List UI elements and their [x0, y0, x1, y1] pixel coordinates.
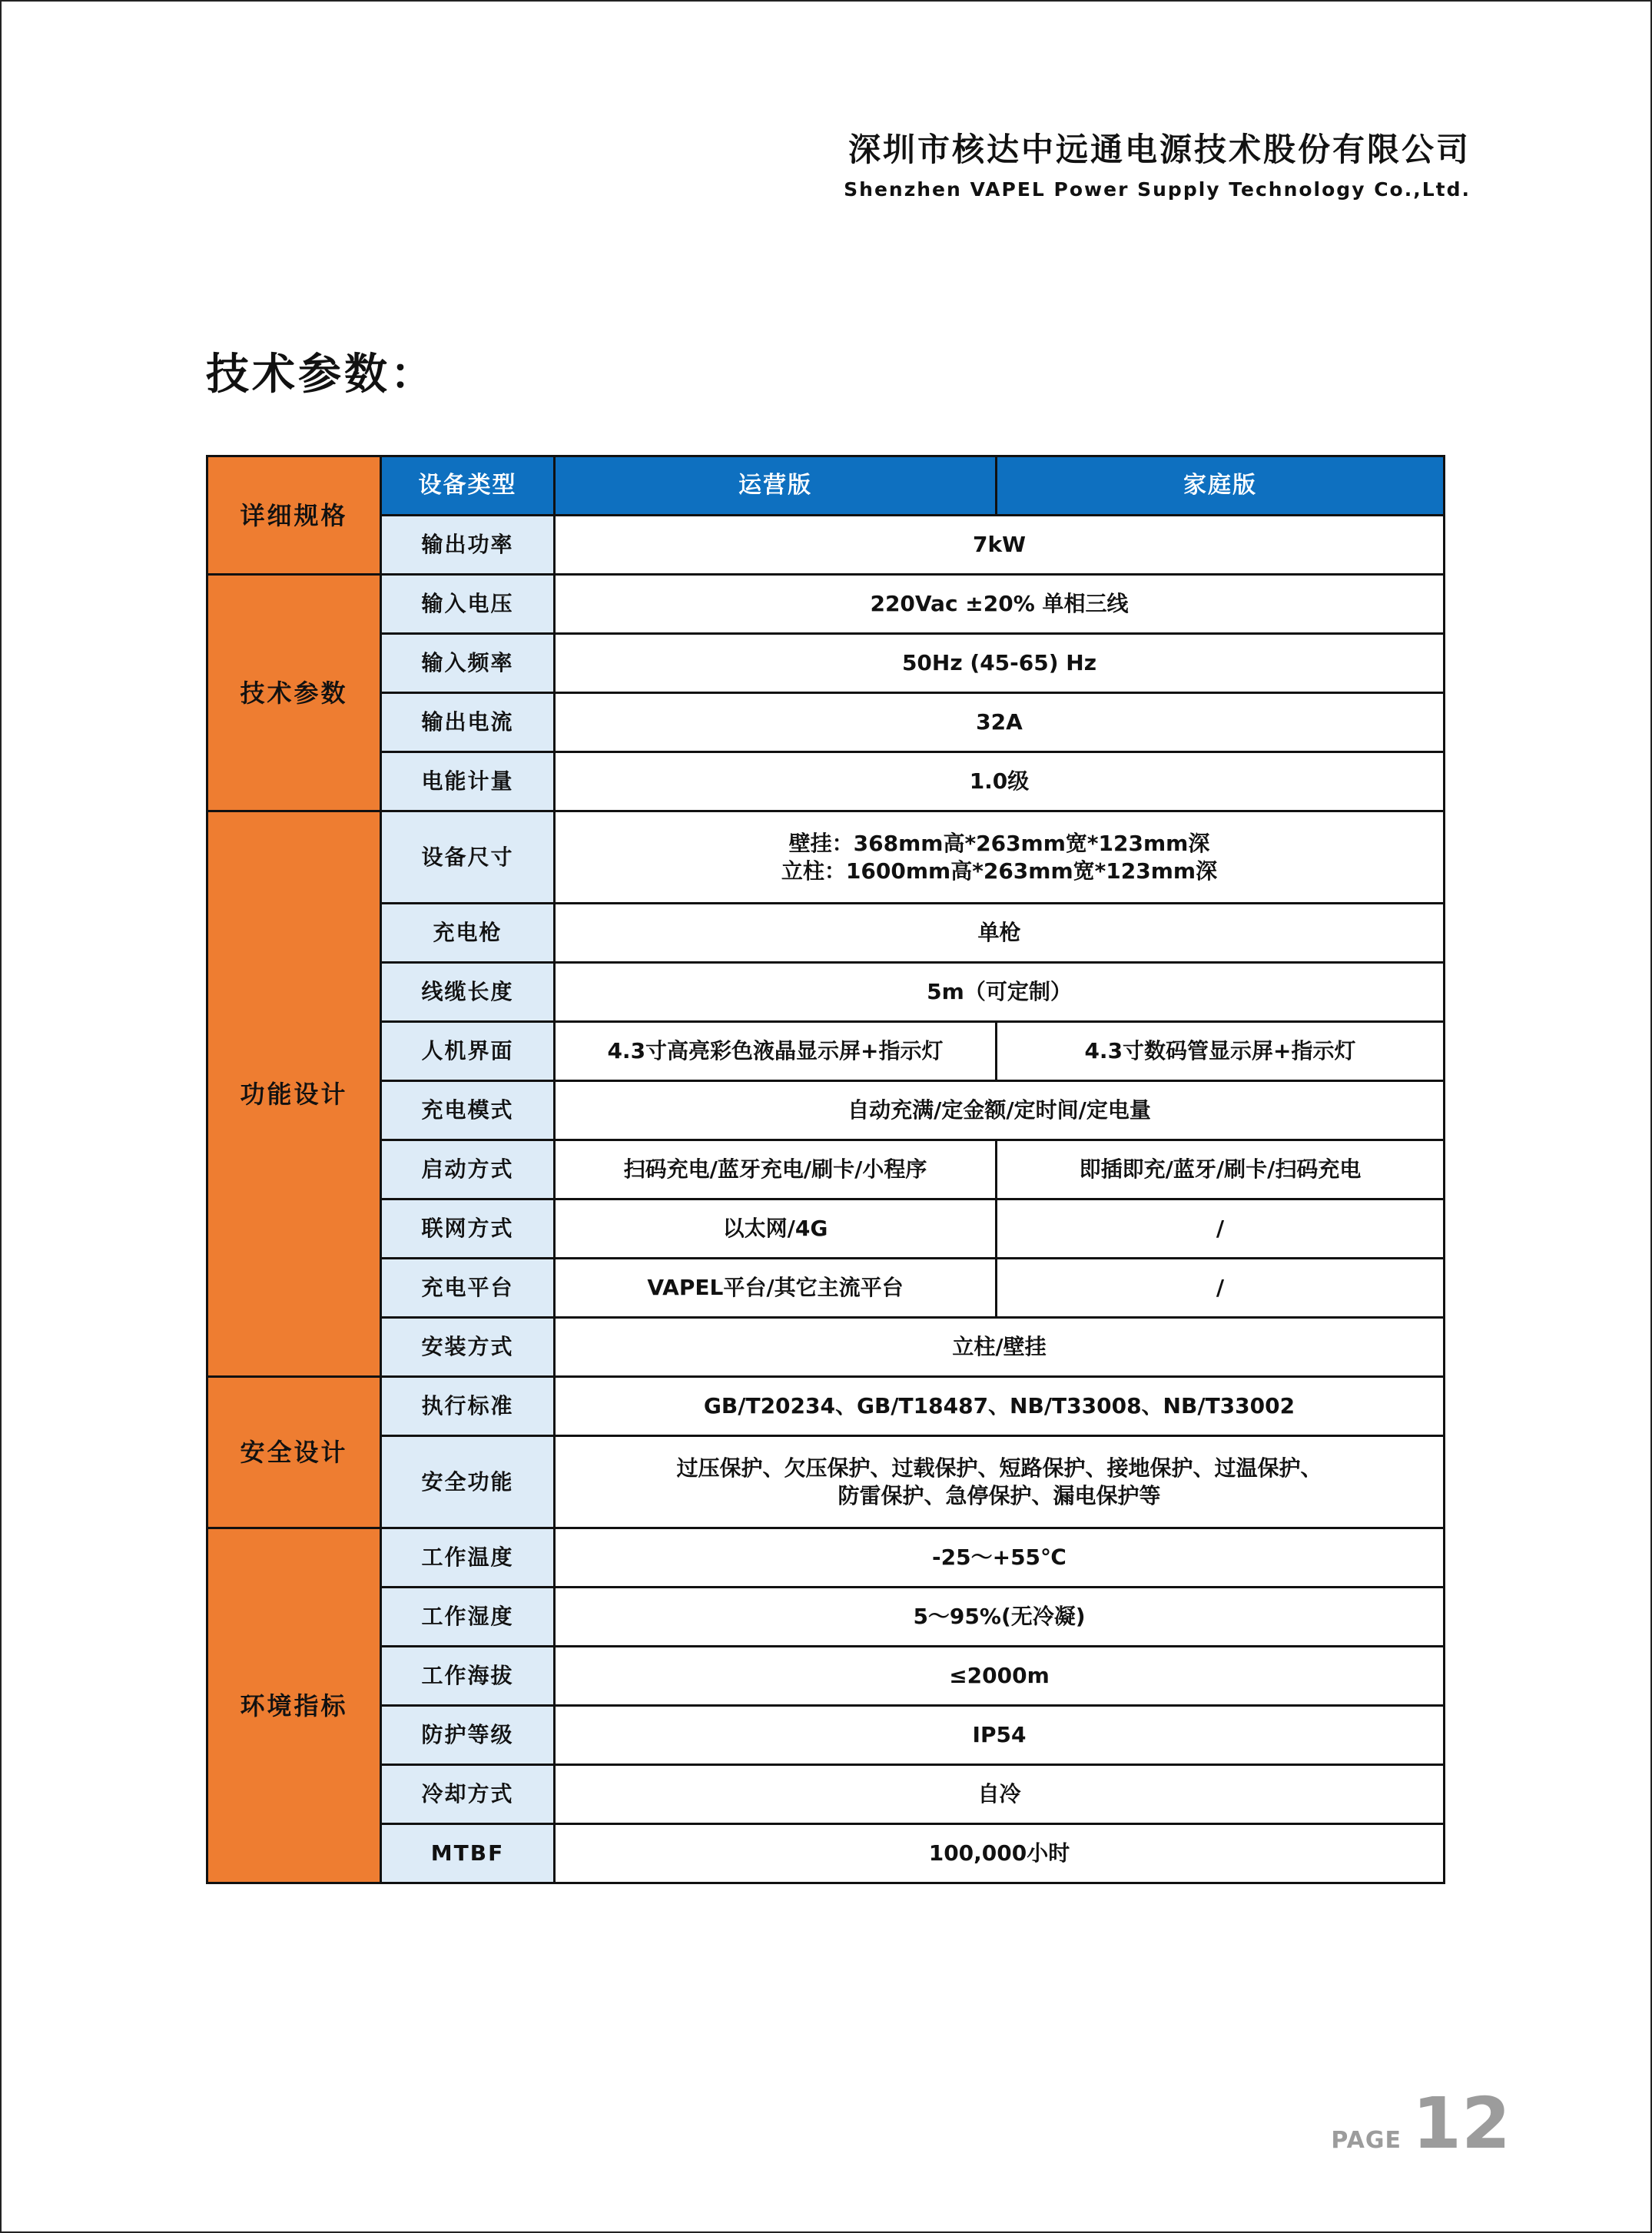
spec-table — [206, 455, 1445, 1884]
table-row — [207, 516, 1445, 575]
row-label: 联网方式 — [381, 1199, 555, 1259]
row-value-operation: 4.3寸高亮彩色液晶显示屏+指示灯 — [555, 1022, 997, 1081]
group-environment: 环境指标 — [207, 1528, 381, 1883]
row-label: 线缆长度 — [381, 963, 555, 1022]
row-label: MTBF — [381, 1824, 555, 1883]
row-value-home: 4.3寸数码管显示屏+指示灯 — [997, 1022, 1445, 1081]
table-row — [207, 904, 1445, 963]
header-home-version: 家庭版 — [997, 456, 1445, 516]
table-row — [207, 634, 1445, 693]
row-label: 冷却方式 — [381, 1765, 555, 1824]
row-label: 输入频率 — [381, 634, 555, 693]
table-row — [207, 456, 1445, 516]
row-value: 5～95%(无冷凝) — [555, 1588, 1445, 1647]
table-row — [207, 693, 1445, 752]
row-label: 工作海拔 — [381, 1647, 555, 1706]
table-row — [207, 1706, 1445, 1765]
row-value-line: 防雷保护、急停保护、漏电保护等 — [838, 1482, 1161, 1508]
table-row — [207, 1436, 1445, 1528]
header-operation-version: 运营版 — [555, 456, 997, 516]
row-label: 输出电流 — [381, 693, 555, 752]
row-label: 启动方式 — [381, 1140, 555, 1199]
group-safety-design: 安全设计 — [207, 1377, 381, 1528]
page-number — [1331, 2082, 1511, 2165]
table-row — [207, 1081, 1445, 1140]
row-value-line: 立柱：1600mm高*263mm宽*123mm深 — [781, 858, 1218, 884]
page-word: PAGE — [1331, 2127, 1402, 2154]
table-row — [207, 963, 1445, 1022]
row-label: 充电模式 — [381, 1081, 555, 1140]
row-label: 人机界面 — [381, 1022, 555, 1081]
table-row — [207, 1259, 1445, 1318]
company-header — [844, 128, 1471, 203]
table-row — [207, 1588, 1445, 1647]
row-value — [555, 1436, 1445, 1528]
row-label: 充电枪 — [381, 904, 555, 963]
table-row — [207, 575, 1445, 634]
row-value: ≤2000m — [555, 1647, 1445, 1706]
group-detail-spec: 详细规格 — [207, 456, 381, 575]
row-value-operation: 以太网/4G — [555, 1199, 997, 1259]
company-name-en: Shenzhen VAPEL Power Supply Technology Co.,Ltd. — [844, 178, 1471, 201]
row-label: 输出功率 — [381, 516, 555, 575]
header-device-type: 设备类型 — [381, 456, 555, 516]
row-label: 执行标准 — [381, 1377, 555, 1436]
row-label: 设备尺寸 — [381, 811, 555, 904]
table-row — [207, 1140, 1445, 1199]
table-row — [207, 1647, 1445, 1706]
row-value: 自冷 — [555, 1765, 1445, 1824]
table-row — [207, 1022, 1445, 1081]
row-value: 5m（可定制） — [555, 963, 1445, 1022]
table-row — [207, 1824, 1445, 1883]
row-value-operation: VAPEL平台/其它主流平台 — [555, 1259, 997, 1318]
row-value: GB/T20234、GB/T18487、NB/T33008、NB/T33002 — [555, 1377, 1445, 1436]
row-label: 电能计量 — [381, 752, 555, 811]
row-value — [555, 811, 1445, 904]
row-label: 安装方式 — [381, 1318, 555, 1377]
table-row — [207, 811, 1445, 904]
table-row — [207, 1528, 1445, 1588]
row-value-line: 过压保护、欠压保护、过载保护、短路保护、接地保护、过温保护、 — [676, 1455, 1322, 1481]
company-name-cn: 深圳市核达中远通电源技术股份有限公司 — [848, 131, 1471, 168]
row-value-home: / — [997, 1199, 1445, 1259]
group-tech-params: 技术参数 — [207, 575, 381, 811]
row-label: 工作湿度 — [381, 1588, 555, 1647]
row-label: 输入电压 — [381, 575, 555, 634]
row-value: IP54 — [555, 1706, 1445, 1765]
row-value: -25～+55℃ — [555, 1528, 1445, 1588]
row-value: 220Vac ±20% 单相三线 — [555, 575, 1445, 634]
table-row — [207, 1199, 1445, 1259]
row-label: 安全功能 — [381, 1436, 555, 1528]
table-row — [207, 1377, 1445, 1436]
table-row — [207, 752, 1445, 811]
page-digits: 12 — [1411, 2082, 1511, 2165]
group-function-design: 功能设计 — [207, 811, 381, 1377]
row-value: 自动充满/定金额/定时间/定电量 — [555, 1081, 1445, 1140]
row-value-line: 壁挂：368mm高*263mm宽*123mm深 — [788, 830, 1210, 856]
row-value: 50Hz (45-65) Hz — [555, 634, 1445, 693]
row-value-home: / — [997, 1259, 1445, 1318]
row-label: 工作温度 — [381, 1528, 555, 1588]
row-value: 1.0级 — [555, 752, 1445, 811]
row-label: 防护等级 — [381, 1706, 555, 1765]
row-value-operation: 扫码充电/蓝牙充电/刷卡/小程序 — [555, 1140, 997, 1199]
section-title: 技术参数： — [206, 350, 436, 400]
row-value: 单枪 — [555, 904, 1445, 963]
row-value-home: 即插即充/蓝牙/刷卡/扫码充电 — [997, 1140, 1445, 1199]
row-value: 32A — [555, 693, 1445, 752]
row-value: 立柱/壁挂 — [555, 1318, 1445, 1377]
row-value: 100,000小时 — [555, 1824, 1445, 1883]
row-label: 充电平台 — [381, 1259, 555, 1318]
table-row — [207, 1765, 1445, 1824]
table-row — [207, 1318, 1445, 1377]
row-value: 7kW — [555, 516, 1445, 575]
